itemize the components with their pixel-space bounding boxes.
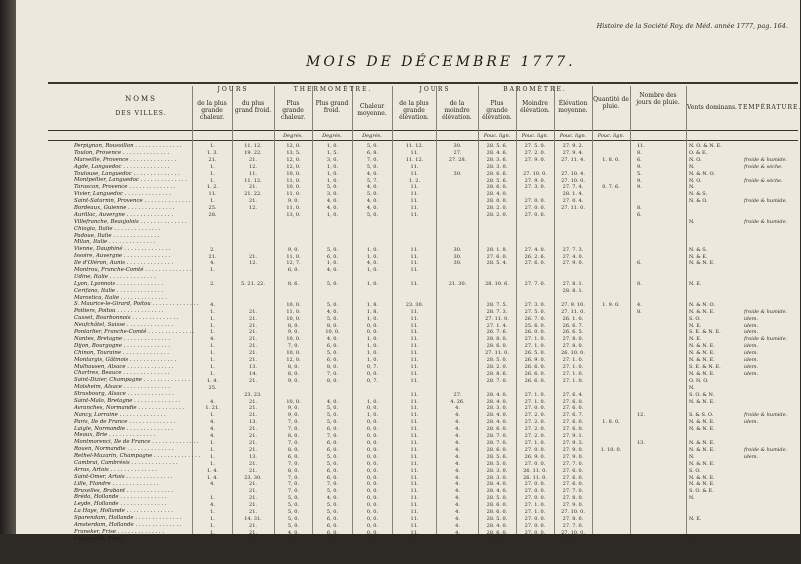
column-divider xyxy=(232,86,233,534)
city-name: Dijon, Bourgogne . . . . . . . . . . . . . . xyxy=(74,342,170,349)
header-thermometre: THERMOMÈTRE. xyxy=(293,86,373,93)
header-jours-pluie: Nombre des jours de pluie. xyxy=(636,92,680,106)
city-name: Mulhausen, Alsace . . . . . . . . . . . . . . xyxy=(74,363,174,370)
header-ba-moindre: Moindre élévation. xyxy=(520,100,550,114)
col-jours-moindre: 30. 27. 27. 28. 30. 30. 30. 30. 21. 30. 27. 4. 26. 4. 4. 4. 4. 4. 4. 4. 4. 4. 4. 4. 4. 4. 4. 4. 4. 4. 4. 4. 4. xyxy=(448,143,467,543)
city-name: Marostica, Italie . . . . . . . . . . . . . . xyxy=(74,294,167,301)
city-name: Villefranche, Beaujolois . . . . . . . . . . . . . . xyxy=(74,218,187,225)
city-name: Saint-Saturnin, Provence . . . . . . . . . . . . . . xyxy=(74,198,191,205)
city-name: Bordeaux, Guienne . . . . . . . . . . . . . . xyxy=(74,205,175,212)
city-name: Laigle, Normandie . . . . . . . . . . . . . . xyxy=(74,425,173,432)
city-name: Bruxelles, Brabant . . . . . . . . . . . . . . xyxy=(74,487,174,494)
header-pluie: Quantité de pluie. xyxy=(593,96,629,110)
header-vents: Vents dominans. xyxy=(687,104,737,111)
city-name: Pontarlier, Franche-Comté . . . . . . . . . . . . . . xyxy=(74,329,195,336)
col-jours-elevation: 11. 12. 11. 11. 12. 11. 11. 1. 2. 11. 11. 11. 11. 11. 11. 11. 11. 11. 11. 23. 30. 11. 11. 11. 11. 11. 11. 11. 11. 11. 11. 11. 11. 11. 11. 11. 11. 11. 11. 11. 11. 11. 11. 11. 11. 11. 11. 11. 11. 11. 11. 11. 11. 11. xyxy=(405,143,424,543)
city-name: Saint-Malo, Bretagne . . . . . . . . . . . . . . xyxy=(74,397,181,404)
column-divider xyxy=(352,86,353,534)
city-name: Avranches, Normandie . . . . . . . . . . . . . . xyxy=(74,404,185,411)
city-name: Rethel-Mazarin, Champagne . . . . . . . . . . . . . . xyxy=(74,453,201,460)
header-top-rule xyxy=(48,82,798,84)
header-ba-plus: Plus grande élévation. xyxy=(482,100,512,121)
city-name: Cerifano, Italie . . . . . . . . . . . . . . xyxy=(74,287,164,294)
col-pluie: 1. 8. 0. 0. 7. 6. 1. 9. 0. 1. 8. 0. 1. 10. 0. xyxy=(600,156,622,453)
city-name: Agde, Languedoc . . . . . . . . . . . . . . xyxy=(74,163,170,170)
column-divider xyxy=(436,86,437,534)
book-gutter xyxy=(0,0,16,534)
col-ba-moyenne: 27. 9. 2. 27. 9. 4. 27. 11. 4. 27. 10. 4. 27. 10. 0. 27. 7. 4. 28. 1. 4. 27. 0. 4. 27. 11. 0. 27. 7. 3. 27. 4. 0. 27. 9. 0. 27. 8. 1. 28. 8. 1. 27. 9. 10. 27. 11. 0. 26. 1. 0. 26. 6. 7. 26. 6. 5. 27. 8. 0. 27. 8. 0. 26. 10. 0. 27. 1. 0. 27. 1. 0. 27. 1. 0. 27. 1. 0. 27. 6. 4. 27. 6. 0. 27. 6. 0. 27. 6. 7. 27. 6. 0. 27. 6. 0. 27. 9. 1. 27. 9. 3. 27. 9. 0. 27. 9. 0. 27. 7. 0. 27. 6. 0. 27. 6. 0. 27. 6. 0. 27. 7. 0. 27. 8. 0. 27. 9. 0. 27. 10. 0. 27. 8. 0. 27. 7. 0. 27. 10. 0. 27. 11. 0. xyxy=(561,143,585,543)
city-name: Padoue, Italie . . . . . . . . . . . . . . xyxy=(74,232,160,239)
city-name: Molsheim, Alsace . . . . . . . . . . . . . . xyxy=(74,384,170,391)
city-name: Chartres, Beauce . . . . . . . . . . . . . . xyxy=(74,370,170,377)
city-name: S. Maurice-le-Girard, Poitou . . . . . . . . . . . . . . xyxy=(74,301,199,308)
unit-degres: Degrés. xyxy=(362,133,382,139)
unit-degres: Degrés. xyxy=(322,133,342,139)
city-name: Leyde, Hollande . . . . . . . . . . . . . . xyxy=(74,501,167,508)
city-name: Montmorenci, Ile de France . . . . . . . . . . . . . . xyxy=(74,439,199,446)
header-barometre: BAROMÈTRE. xyxy=(503,86,567,93)
city-name: Perpignan, Roussillon . . . . . . . . . . . . . . xyxy=(74,143,182,149)
city-name: Amsterdam, Hollande . . . . . . . . . . . . . . xyxy=(74,521,182,528)
header-jours-chaleur: de la plus grande chaleur. xyxy=(197,100,227,121)
column-divider xyxy=(312,86,313,534)
header-th-froid: Plus grand froid. xyxy=(315,100,349,114)
column-divider xyxy=(686,86,687,534)
page-title: MOIS DE DÉCEMBRE 1777. xyxy=(306,54,576,70)
unit-pouces: Pouc. lign. xyxy=(597,133,625,139)
col-jours-pluie: 11. 8. 6. 9. 5. 9. 9. 8. 6. 6. 8. 4. 8. 12. 13. xyxy=(637,143,645,446)
city-name: Saint-Omer, Artois . . . . . . . . . . . . . . xyxy=(74,473,173,480)
city-name: Strasbourg, Alsace . . . . . . . . . . . . . . xyxy=(74,391,174,398)
header-jours-2: JOURS xyxy=(419,86,451,93)
city-name: Vivier, Languedoc . . . . . . . . . . . . . . xyxy=(74,191,171,198)
header-jours-elevation: de la plus grande élévation. xyxy=(399,100,429,121)
city-name: Lille, Flandre . . . . . . . . . . . . . . xyxy=(74,480,159,487)
city-name: Ile d'Oléron, Aunis . . . . . . . . . . . . . . xyxy=(74,260,174,267)
col-jours-chaleur: 1. 1. 3. 21. 1. 1. 1. 1. 2. 11. 1. 25. 28. 2. 21. 4. 1. 2. 4. 1. 1. 1. 1. 4. 1. 1. 1. 1. 1. 1. 4. 25. 4. 1. 21. 1. 4. 4. 4. 1. 1. 1. 1. 1. 4. 1. 4. 4. 1. 4. 1. 1. 1. 1. 1. xyxy=(205,143,220,543)
unit-pouces: Pouc. lign. xyxy=(521,133,549,139)
city-name: Tarascon, Provence . . . . . . . . . . . . . . xyxy=(74,184,176,191)
city-name: Nantes, Bretagne . . . . . . . . . . . . . . xyxy=(74,335,171,342)
city-name: Franeker, Frise . . . . . . . . . . . . . . xyxy=(74,528,165,535)
city-name: Chinon, Touraine . . . . . . . . . . . . . . xyxy=(74,349,169,356)
city-name: Lyon, Lyonnois . . . . . . . . . . . . . . xyxy=(74,280,164,287)
unit-pouces: Pouc. lign. xyxy=(483,133,511,139)
city-names-column xyxy=(74,143,214,543)
city-name: Saint-Dizier, Champagne . . . . . . . . . . . . . . xyxy=(74,377,190,384)
city-name: Sparendam, Hollande . . . . . . . . . . . . . . xyxy=(74,515,182,522)
city-name: Vienne, Dauphiné . . . . . . . . . . . . . . xyxy=(74,246,171,253)
header-jours-froid: du plus grand froid. xyxy=(234,100,272,114)
col-jours-froid: 11. 12. 19. 22. 21. 12. 11. 11. 12. 21. 21. 22. 21. 12. 21. 12. 5. 21. 22. 21. 21. 21. 21. 21. 21. 21. 21. 13. 14. 21. 23. 23. 21. 21. 21. 13. 21. 21. 21. 21. 13. 21. 21. 23. 30. 21. 21. 21. 21. 21. 14. 31. 21. 21. 21. xyxy=(241,143,265,543)
city-name: Montpellier, Languedoc . . . . . . . . . . . . . . xyxy=(74,177,187,184)
city-name: Montargis, Gâtinois . . . . . . . . . . . . . . xyxy=(74,356,177,363)
city-name: Toulouse, Languedoc . . . . . . . . . . . . . . xyxy=(74,170,180,177)
city-name: Aurillac, Auvergne . . . . . . . . . . . . . . xyxy=(74,211,174,218)
city-name: Nancy, Lorraine . . . . . . . . . . . . . . xyxy=(74,411,166,418)
city-name: La Haye, Hollande . . . . . . . . . . . . . . xyxy=(74,508,173,515)
column-divider xyxy=(274,86,275,534)
header-ba-moyenne: Élévation moyenne. xyxy=(558,100,588,114)
page xyxy=(16,0,801,543)
city-name: Chiogia, Italie . . . . . . . . . . . . . . xyxy=(74,225,161,232)
col-th-chaleur: 12, 0. 13, 5. 12, 0. 12, 0. 10, 0. 11, 0. 10, 0. 11, 0. 9, 0. 11, 0. 13, 0. 9, 0. 11, 0. 12, 7. 6, 0. 8, 6. 10, 0. 11, 0. 10, 0. 8, 0. 9, 0. 10, 0. 7, 0. 10, 0. 12, 0. 8, 0. 8, 0. 9, 0. 10, 0. 9, 0. 9, 0. 7, 0. 7, 0. 8, 0. 7, 0. 8, 0. 6, 0. 7, 0. 8, 0. 7, 0. 7, 0. 7, 0. 5, 0. 5, 0. 5, 0. 5, 0. 5, 0. 4, 0. 4, 0. xyxy=(286,143,301,543)
city-name: Neufchâtel, Suisse . . . . . . . . . . . . . . xyxy=(74,322,174,329)
column-divider xyxy=(392,86,393,534)
header-jours-moindre: de la moindre élévation. xyxy=(442,100,472,121)
running-head: Histoire de la Société Roy. de Méd. année 1777, pag. 164. xyxy=(596,22,788,30)
header-des-villes: DES VILLES. xyxy=(115,110,167,117)
city-name: Meaux, Brie . . . . . . . . . . . . . . xyxy=(74,432,156,439)
city-name: Paris, Ile de France . . . . . . . . . . . . . . xyxy=(74,418,176,425)
header-jours-1: JOURS xyxy=(217,86,249,93)
city-name: Marseille, Provence . . . . . . . . . . . . . . xyxy=(74,156,177,163)
city-name: Udine, Italie . . . . . . . . . . . . . . xyxy=(74,273,156,280)
header-th-moyenne: Chaleur moyenne. xyxy=(357,103,387,117)
header-th-chaleur: Plus grande chaleur. xyxy=(280,100,306,121)
col-th-moyenne: 5, 0. 6, 8. 7, 0. 5, 0. 4, 0. 5, 7. 4, 0. 5, 0. 4, 0. 4, 0. 5, 0. 1, 0. 1, 0. 4, 0. 1, 0. 1, 0. 1, 8. 1, 8. 1, 0. 0, 0. 0, 0. 1, 0. 1, 0. 1, 0. 1, 0. 0, 7. 0, 0. 0, 7. 1, 0. 0, 0. 1, 0. 0, 0. 0, 0. 0, 0. 0, 0. 0, 0. 0, 0. 0, 0. 0, 0. 0, 0. 0, 0. 0, 0. 0, 0. 0, 0. 0, 0. 0, 0. 0, 0. 0, 0. 0, 0. xyxy=(366,143,379,543)
col-temperature: froide & humide. froide & sèche. froide & sèche. froide & humide. froide & humide. froide & humide. idem. idem. idem. froide & humide. idem. idem. idem. idem. idem. froide & humide. idem. froide & humide. idem. xyxy=(744,156,788,460)
city-name: Rouen, Normandie . . . . . . . . . . . . . . xyxy=(74,446,174,453)
city-name: Issoire, Auvergne . . . . . . . . . . . . . . xyxy=(74,253,171,260)
unit-degres: Degrés. xyxy=(283,133,303,139)
city-name: Poitiers, Poitou . . . . . . . . . . . . . . xyxy=(74,308,164,315)
city-name: Milan, Italie . . . . . . . . . . . . . . xyxy=(74,239,156,246)
city-name: Cusset, Bourbonnois . . . . . . . . . . . . . . xyxy=(74,315,179,322)
header-noms: NOMS xyxy=(125,95,157,103)
col-th-froid: 1, 0. 1, 5. 3, 0. 1, 0. 1, 0. 1, 0. 5, 0. 3, 0. 4, 0. 4, 0. 1, 0. 5, 0. 6, 0. 1, 0. 4, 0. 5, 0. 5, 0. 4, 0. 5, 0. 8, 0. 10, 0. 4, 0. 6, 0. 5, 0. 6, 0. 8, 0. 7, 0. 8, 0. 4, 0. 5, 0. 5, 0. 5, 0. 6, 0. 7, 0. 6, 0. 6, 0. 5, 0. 5, 0. 6, 0. 6, 0. 7, 0. 5, 0. 4, 0. 5, 0. 5, 0. 6, 0. 6, 0. 6, 0. 6, 0. xyxy=(325,143,340,543)
city-name: Toulon, Provence . . . . . . . . . . . . . . xyxy=(74,149,170,156)
col-ba-plus: 28. 5. 6. 28. 4. 6. 28. 3. 6. 28. 3. 0. 28. 6. 6. 28. 5. 6. 28. 6. 0. 28. 4. 0. 28. 0. 0. 28. 2. 0. 28. 2. 0. 28. 1. 8. 27. 6. 0. 28. 5. 4. 28. 10. 6. 28. 7. 5. 28. 7. 3. 27. 11. 0. 27. 1. 4. 26. 7. 6. 28. 8. 0. 28. 6. 0. 27. 11. 0. 28. 5. 0. 28. 2. 0. 28. 8. 6. 28. 7. 0. 28. 4. 0. 28. 4. 0. 28. 3. 0. 28. 4. 0. 28. 4. 0. 28. 6. 0. 28. 7. 0. 28. 7. 0. 28. 6. 0. 28. 5. 6. 28. 5. 0. 28. 3. 0. 28. 3. 0. 28. 4. 0. 28. 4. 0. 28. 5. 0. 28. 6. 0. 28. 6. 0. 28. 5. 0. 28. 4. 0. 28. 6. 0. 28. 6. 0. xyxy=(485,143,509,543)
col-ba-moindre: 27. 5. 0. 27. 2. 0. 27. 9. 0. 27. 10. 0. 27. 9. 0. 27. 3. 0. 27. 0. 0. 27. 0. 0. 27. 0. 6. 27. 4. 0. 26. 2. 6. 27. 6. 0. 27. 7. 0. 27. 3. 0. 27. 5. 0. 26. 7. 0. 25. 6. 0. 26. 0. 0. 27. 1. 0. 27. 1. 0. 26. 5. 0. 26. 9. 0. 26. 6. 0. 26. 6. 0. 26. 6. 0. 27. 1. 0. 27. 1. 0. 27. 0. 0. 27. 2. 0. 27. 2. 0. 27. 2. 0. 27. 2. 0. 27. 1. 0. 27. 0. 0. 26. 9. 0. 27. 0. 0. 26. 11. 0. 26. 11. 0. 27. 0. 0. 27. 0. 0. 27. 0. 0. 27. 1. 0. 27. 1. 0. 27. 0. 0. 27. 0. 0. 27. 0. 0. 27. 1. 0. xyxy=(523,143,547,543)
unit-pouces: Pouc. lign. xyxy=(559,133,587,139)
col-vents: N. O. & N. E. O. & E. N. O. N. N. & N. O. N. O. N. N. & S. N. & O. N. N. & S. N. & E. N. & N. E. N. E. N. & N. O. N. & N. E. S. O. N. E. S. E. & N. E. N. E. N. & N. E. N. & N. E. N. & N. E. S. E. & N. E. N. & N. E. O. N. O. N. S. O. & N. N. & N. E. S. & S. O. N. & N. E. N. & N. E. N. & N. E. N. & N. E. N. N. & N. E. S. O. N. & N. E. N. & N. E. S. O. & E. N. N. E. N. E. xyxy=(689,143,722,543)
header-temperature: TEMPÉRATURE. xyxy=(738,104,801,111)
city-name: Cambrai, Cambrésis . . . . . . . . . . . . . . xyxy=(74,459,178,466)
city-name: Arras, Artois . . . . . . . . . . . . . . xyxy=(74,466,157,473)
city-name: Montrou, Franche-Comté . . . . . . . . . . . . . . xyxy=(74,267,192,274)
city-name: Bréda, Hollande . . . . . . . . . . . . . . xyxy=(74,494,167,501)
city-name: Leuwarden, Frise . . . . . . . . . . . . . . xyxy=(74,535,171,542)
